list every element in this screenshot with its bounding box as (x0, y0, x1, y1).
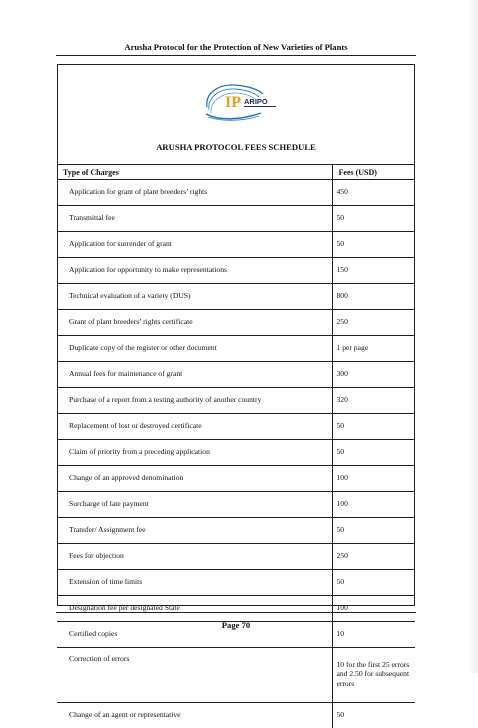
table-row (57, 180, 415, 206)
table-row (57, 648, 415, 703)
table-row (57, 703, 415, 728)
charge-cell: Designation fee per designated State (57, 596, 332, 622)
aripo-logo-graphic (197, 80, 281, 122)
page-number: Page 70 (56, 620, 416, 630)
aripo-logo (197, 80, 281, 122)
fee-cell: 100 (332, 492, 415, 518)
charge-cell: Fees for objection (57, 544, 332, 570)
table-row (57, 492, 415, 518)
charge-cell: Extension of time limits (57, 570, 332, 596)
charge-cell: Certified copies (57, 622, 332, 648)
svg-text:IP: IP (225, 94, 241, 111)
charge-cell: Technical evaluation of a variety (DUS) (57, 284, 332, 310)
table-row (57, 570, 415, 596)
fee-cell: 300 (332, 362, 415, 388)
charge-cell: Application for surrender of grant (57, 232, 332, 258)
footer-rule (56, 612, 416, 613)
table-row (57, 284, 415, 310)
fee-cell: 800 (332, 284, 415, 310)
fees-table (57, 164, 415, 728)
logo-wordmark: ARIPO (244, 97, 268, 106)
charge-cell: Surcharge of late payment (57, 492, 332, 518)
fee-cell: 50 (332, 570, 415, 596)
column-header-fees: Fees (USD) (332, 165, 415, 180)
fee-cell: 50 (332, 440, 415, 466)
table-row (57, 596, 415, 622)
charge-cell: Transmittal fee (57, 206, 332, 232)
table-row (57, 518, 415, 544)
charge-cell: Grant of plant breeders’ rights certificate (57, 310, 332, 336)
fee-cell: 50 (332, 206, 415, 232)
table-row (57, 544, 415, 570)
charge-cell: Annual fees for maintenance of grant (57, 362, 332, 388)
charge-cell: Purchase of a report from a testing authority of another country (57, 388, 332, 414)
fee-cell: 50 (332, 232, 415, 258)
table-row (57, 258, 415, 284)
table-row (57, 362, 415, 388)
charge-cell: Duplicate copy of the register or other document (57, 336, 332, 362)
charge-cell: Application for opportunity to make representations (57, 258, 332, 284)
fee-cell: 450 (332, 180, 415, 206)
fee-cell: 150 (332, 258, 415, 284)
table-row (57, 388, 415, 414)
fee-cell: 100 (332, 596, 415, 622)
fee-cell: 320 (332, 388, 415, 414)
fee-cell: 50 (332, 703, 415, 728)
charge-cell: Change of an approved denomination (57, 466, 332, 492)
charge-cell: Application for grant of plant breeders’ rights (57, 180, 332, 206)
charge-cell: Replacement of lost or destroyed certificate (57, 414, 332, 440)
table-row (57, 336, 415, 362)
fee-cell: 250 (332, 310, 415, 336)
fee-cell: 250 (332, 544, 415, 570)
fee-cell: 50 (332, 414, 415, 440)
fee-cell: 10 for the first 25 errors and 2.50 for subsequent errors (332, 648, 415, 703)
charge-cell: Transfer/ Assignment fee (57, 518, 332, 544)
fee-cell: 1 per page (332, 336, 415, 362)
table-row (57, 414, 415, 440)
charge-cell: Claim of priority from a preceding application (57, 440, 332, 466)
table-row (57, 206, 415, 232)
column-header-charges: Type of Charges (57, 165, 332, 180)
table-row (57, 310, 415, 336)
charge-cell: Change of an agent or representative (57, 703, 332, 728)
table-row (57, 232, 415, 258)
schedule-title: ARUSHA PROTOCOL FEES SCHEDULE (57, 142, 415, 152)
fee-cell: 10 (332, 622, 415, 648)
table-header-row (57, 165, 415, 180)
running-header: Arusha Protocol for the Protection of New Varieties of Plants (56, 42, 416, 52)
table-row (57, 466, 415, 492)
charge-cell: Correction of errors (57, 648, 332, 703)
header-rule (56, 55, 416, 56)
fee-cell: 100 (332, 466, 415, 492)
table-row (57, 440, 415, 466)
page-edge-shadow (468, 0, 478, 673)
fee-cell: 50 (332, 518, 415, 544)
